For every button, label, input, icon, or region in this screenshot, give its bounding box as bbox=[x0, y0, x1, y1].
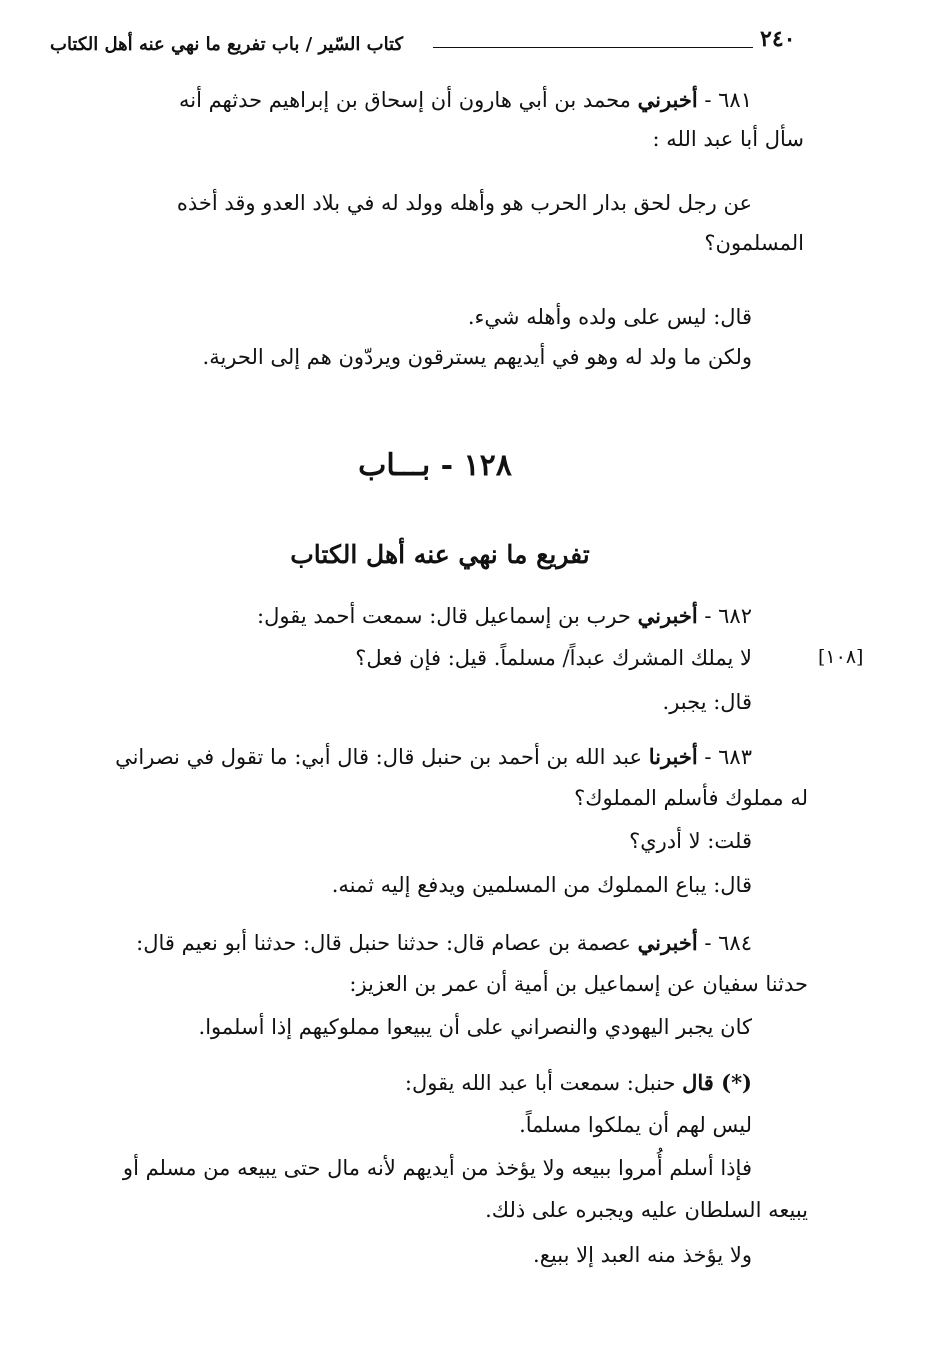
margin-page-reference: [١٠٨] bbox=[818, 646, 864, 668]
hadith-text: عبد الله بن أحمد بن حنبل قال: قال أبي: ما تقول في نصراني bbox=[115, 745, 643, 769]
note-lead: (*) قال bbox=[682, 1070, 752, 1095]
hadith-682-line-3: قال: يجبر. bbox=[662, 690, 752, 714]
narration-lead: أخبرني bbox=[637, 603, 698, 628]
hadith-number: ٦٨١ - bbox=[704, 88, 752, 112]
hadith-681-line-4: المسلمون؟ bbox=[704, 231, 804, 255]
hadith-683-line-3: قلت: لا أدري؟ bbox=[629, 829, 752, 853]
hadith-text: حرب بن إسماعيل قال: سمعت أحمد يقول: bbox=[257, 604, 631, 628]
hadith-683-line-2: له مملوك فأسلم المملوك؟ bbox=[574, 786, 808, 810]
hadith-684-line-3: كان يجبر اليهودي والنصراني على أن يبيعوا مملوكيهم إذا أسلموا. bbox=[198, 1015, 752, 1039]
note-text: حنبل: سمعت أبا عبد الله يقول: bbox=[404, 1071, 676, 1095]
note-line-3: فإذا أسلم أُمروا ببيعه ولا يؤخذ من أيديهم لأنه مال حتى يبيعه من مسلم أو bbox=[122, 1156, 752, 1180]
narration-lead: أخبرني bbox=[637, 87, 698, 112]
note-line-1 bbox=[405, 1068, 752, 1098]
hadith-681-line-1 bbox=[179, 85, 752, 115]
page-number: ٢٤٠ bbox=[760, 26, 796, 52]
hadith-number: ٦٨٣ - bbox=[704, 745, 752, 769]
hadith-number: ٦٨٤ - bbox=[704, 931, 752, 955]
hadith-682-line-2: لا يملك المشرك عبداً/ مسلماً. قيل: فإن فعل؟ bbox=[355, 646, 752, 670]
hadith-683-line-4: قال: يباع المملوك من المسلمين ويدفع إليه ثمنه. bbox=[331, 873, 752, 897]
note-line-4: يبيعه السلطان عليه ويجبره على ذلك. bbox=[485, 1198, 808, 1222]
chapter-heading: ١٢٨ - بـــاب bbox=[358, 448, 512, 483]
hadith-682-line-1 bbox=[257, 601, 752, 631]
running-title: كتاب السّير / باب تفريع ما نهي عنه أهل الكتاب bbox=[50, 34, 404, 55]
header-rule bbox=[433, 47, 753, 48]
hadith-681-line-2: سأل أبا عبد الله : bbox=[652, 127, 804, 151]
hadith-681-line-5: قال: ليس على ولده وأهله شيء. bbox=[467, 305, 752, 329]
hadith-number: ٦٨٢ - bbox=[704, 604, 752, 628]
hadith-text: محمد بن أبي هارون أن إسحاق بن إبراهيم حدثهم أنه bbox=[178, 88, 631, 112]
narration-lead: أخبرنا bbox=[648, 744, 698, 769]
chapter-subtitle: تفريع ما نهي عنه أهل الكتاب bbox=[290, 540, 590, 569]
narration-lead: أخبرني bbox=[637, 930, 698, 955]
note-line-2: ليس لهم أن يملكوا مسلماً. bbox=[519, 1113, 752, 1137]
hadith-683-line-1 bbox=[115, 742, 752, 772]
hadith-681-line-6: ولكن ما ولد له وهو في أيديهم يسترقون ويردّون هم إلى الحرية. bbox=[202, 345, 752, 369]
hadith-text: عصمة بن عصام قال: حدثنا حنبل قال: حدثنا أبو نعيم قال: bbox=[136, 931, 631, 955]
note-line-5: ولا يؤخذ منه العبد إلا ببيع. bbox=[533, 1243, 752, 1267]
hadith-684-line-2: حدثنا سفيان عن إسماعيل بن أمية أن عمر بن العزيز: bbox=[349, 972, 808, 996]
hadith-681-line-3: عن رجل لحق بدار الحرب هو وأهله وولد له في بلاد العدو وقد أخذه bbox=[176, 191, 752, 215]
hadith-684-line-1 bbox=[136, 928, 752, 958]
